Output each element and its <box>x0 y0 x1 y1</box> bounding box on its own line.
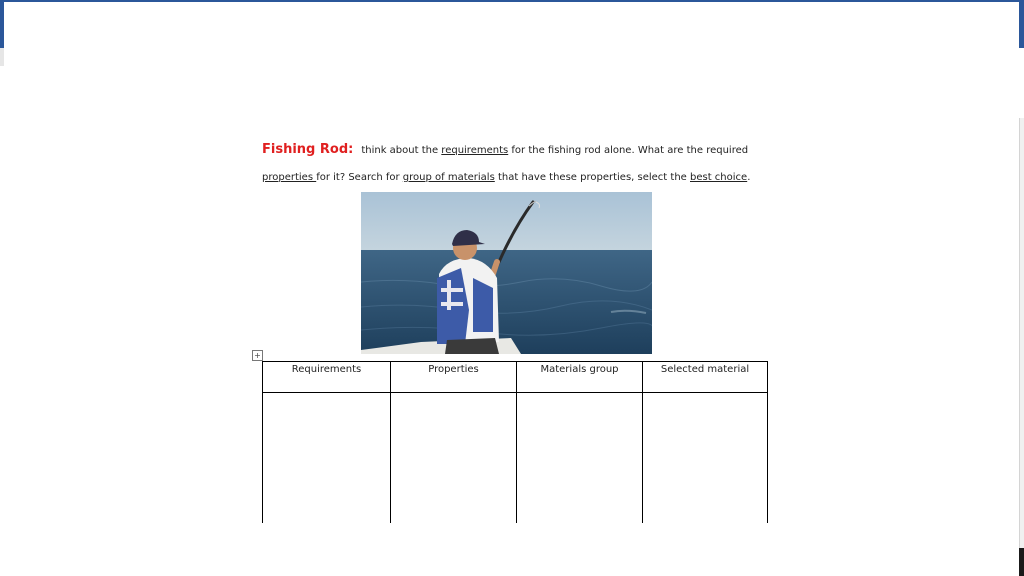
window-top-border <box>0 0 1024 2</box>
body-text: think about the <box>361 145 442 156</box>
body-text: . <box>747 172 751 183</box>
underlined-text: best choice <box>690 172 748 183</box>
window-left-border <box>0 0 4 48</box>
header-materials-group: Materials group <box>517 362 643 393</box>
header-properties: Properties <box>391 362 517 393</box>
header-selected-material: Selected material <box>643 362 768 393</box>
table-row <box>263 393 768 524</box>
body-text: that have these properties, select the <box>494 172 690 183</box>
underlined-text: requirements <box>441 145 509 156</box>
paragraph-line-1 <box>262 142 748 157</box>
cell-requirements[interactable] <box>263 393 391 524</box>
body-text: for it? Search for <box>316 172 403 183</box>
paragraph-line-2 <box>262 172 750 183</box>
header-requirements: Requirements <box>263 362 391 393</box>
table-header-row <box>263 362 768 393</box>
section-heading: Fishing Rod: <box>262 142 354 157</box>
move-table-icon[interactable]: + <box>252 350 263 361</box>
underlined-text: properties <box>262 172 317 183</box>
materials-table <box>262 361 768 523</box>
body-text: for the fishing rod alone. What are the required <box>508 145 749 156</box>
cell-properties[interactable] <box>391 393 517 524</box>
scrollbar-corner <box>1019 548 1024 576</box>
underlined-text: group of materials <box>402 172 495 183</box>
left-edge <box>0 48 4 66</box>
cell-materials-group[interactable] <box>517 393 643 524</box>
fishing-photo[interactable] <box>361 192 652 354</box>
window-right-border <box>1019 0 1024 48</box>
vertical-scrollbar[interactable] <box>1019 118 1024 548</box>
cell-selected-material[interactable] <box>643 393 768 524</box>
